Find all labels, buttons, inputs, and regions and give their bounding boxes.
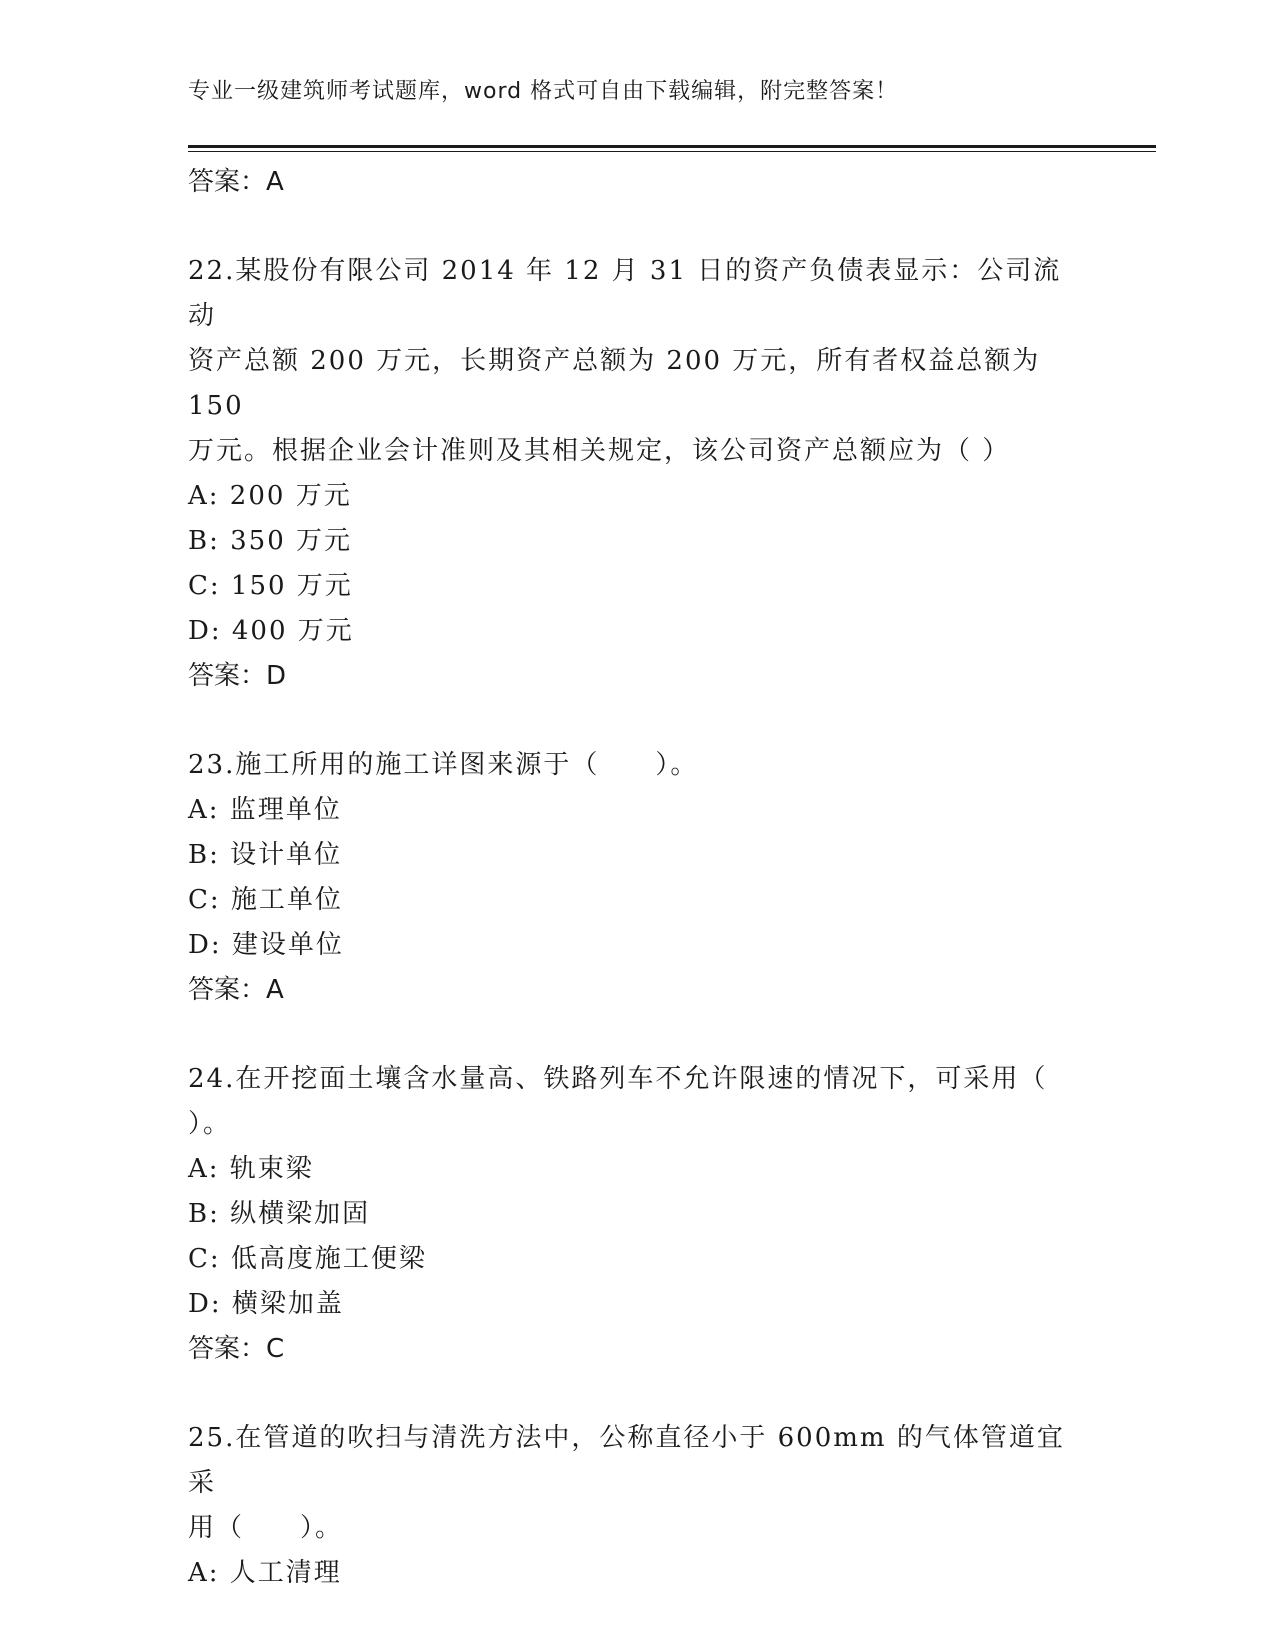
option-a: A: 人工清理	[188, 1558, 342, 1588]
answer-line: 答案：A	[188, 167, 284, 197]
question-stem: 24.在开挖面土壤含水量高、铁路列车不允许限速的情况下，可采用（ ）。	[188, 1064, 1048, 1139]
option-c: C: 低高度施工便梁	[188, 1244, 427, 1274]
question-stem: 22.某股份有限公司 2014 年 12 月 31 日的资产负债表显示：公司流动 资产总额 200 万元，长期资产总额为 200 万元，所有者权益总额为 150 万元。根据企业会计准则及其相关规定，该公司资产总额应为（ ）	[188, 256, 1062, 466]
answer-line: 答案：C	[188, 1334, 285, 1364]
option-d: D: 建设单位	[188, 930, 344, 960]
question-25	[188, 1416, 1088, 1596]
option-c: C: 施工单位	[188, 885, 343, 915]
question-stem: 25.在管道的吹扫与清洗方法中，公称直径小于 600mm 的气体管道宜采 用（ ）。	[188, 1423, 1065, 1543]
answer-line: 答案：A	[188, 975, 284, 1005]
header-rule-thin	[188, 151, 1156, 152]
option-b: B: 设计单位	[188, 840, 343, 870]
option-a: A: 监理单位	[188, 795, 342, 825]
answer-line: 答案：D	[188, 661, 287, 691]
page-header: 专业一级建筑师考试题库，word 格式可自由下载编辑，附完整答案！	[188, 79, 899, 104]
question-23	[188, 743, 1088, 1013]
option-d: D: 横梁加盖	[188, 1289, 344, 1319]
option-b: B: 350 万元	[188, 526, 353, 556]
option-d: D: 400 万元	[188, 616, 354, 646]
option-c: C: 150 万元	[188, 571, 353, 601]
question-22	[188, 249, 1088, 699]
question-24	[188, 1057, 1088, 1372]
option-b: B: 纵横梁加固	[188, 1199, 371, 1229]
option-a: A: 200 万元	[188, 481, 352, 511]
option-a: A: 轨束梁	[188, 1154, 314, 1184]
question-stem: 23.施工所用的施工详图来源于（ ）。	[188, 750, 699, 780]
header-rule-thick	[188, 145, 1156, 148]
question-list	[188, 160, 1088, 1596]
